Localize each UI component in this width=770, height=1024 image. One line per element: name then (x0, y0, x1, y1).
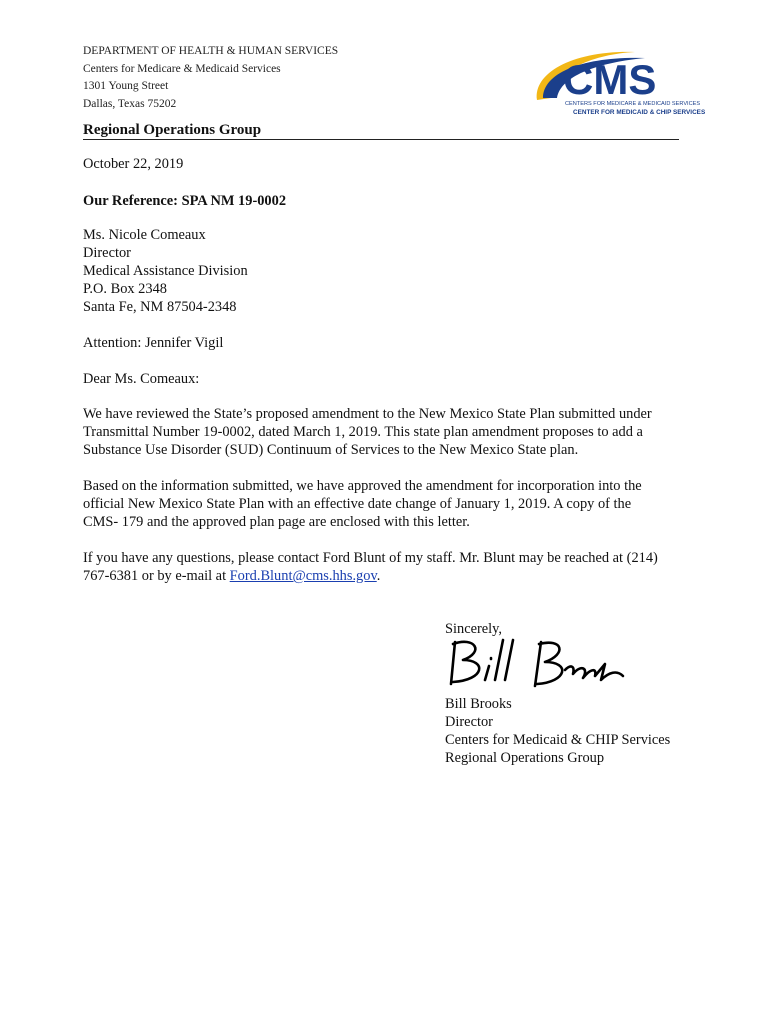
sender-street: 1301 Young Street (83, 80, 169, 92)
logo-wordmark: CMS (563, 56, 657, 103)
p3-suffix: . (376, 568, 381, 584)
body-p3-line-2 (83, 567, 380, 585)
body-p2-line-3: CMS- 179 and the approved plan page are enclosed with this letter. (83, 514, 470, 530)
signer-name: Bill Brooks (445, 696, 512, 712)
signer-org: Centers for Medicaid & CHIP Services (445, 732, 671, 748)
recipient-division: Medical Assistance Division (83, 263, 248, 279)
body-p1-line-3: Substance Use Disorder (SUD) Continuum of Services to the New Mexico State plan. (83, 442, 579, 458)
signer-title: Director (445, 714, 493, 730)
body-p3-line-1: If you have any questions, please contact Ford Blunt of my staff. Mr. Blunt may be reached at (214) (83, 550, 658, 566)
handwritten-signature (445, 634, 635, 694)
recipient-title: Director (83, 245, 131, 261)
salutation: Dear Ms. Comeaux: (83, 371, 200, 387)
logo-tagline-1: CENTERS FOR MEDICARE & MEDICAID SERVICES (565, 101, 701, 107)
body-p2-line-1: Based on the information submitted, we have approved the amendment for incorporation into the (83, 478, 642, 494)
recipient-city: Santa Fe, NM 87504-2348 (83, 299, 237, 315)
p3-prefix: 767-6381 or by e-mail at (83, 568, 230, 584)
body-p1-line-1: We have reviewed the State’s proposed amendment to the New Mexico State Plan submitted under (83, 406, 652, 422)
valediction: Sincerely, (445, 621, 503, 637)
department-name: DEPARTMENT OF HEALTH & HUMAN SERVICES (83, 45, 339, 57)
signer-group: Regional Operations Group (445, 750, 605, 766)
cms-logo (525, 42, 715, 118)
recipient-name: Ms. Nicole Comeaux (83, 227, 206, 243)
body-p2-line-2: official New Mexico State Plan with an effective date change of January 1, 2019. A copy of the (83, 496, 632, 512)
sender-city: Dallas, Texas 75202 (83, 97, 177, 110)
reference-line: Our Reference: SPA NM 19-0002 (83, 193, 287, 209)
sender-address (83, 43, 338, 113)
recipient-po-box: P.O. Box 2348 (83, 281, 167, 297)
agency-name: Centers for Medicare & Medicaid Services (83, 62, 281, 75)
body-p1-line-2: Transmittal Number 19-0002, dated March 1, 2019. This state plan amendment proposes to add a (83, 424, 643, 440)
attention-line: Attention: Jennifer Vigil (83, 335, 224, 351)
email-link[interactable]: Ford.Blunt@cms.hhs.gov (229, 568, 377, 584)
logo-tagline-2: CENTER FOR MEDICAID & CHIP SERVICES (573, 109, 706, 116)
group-title: Regional Operations Group (83, 121, 679, 140)
letter-date: October 22, 2019 (83, 156, 184, 172)
